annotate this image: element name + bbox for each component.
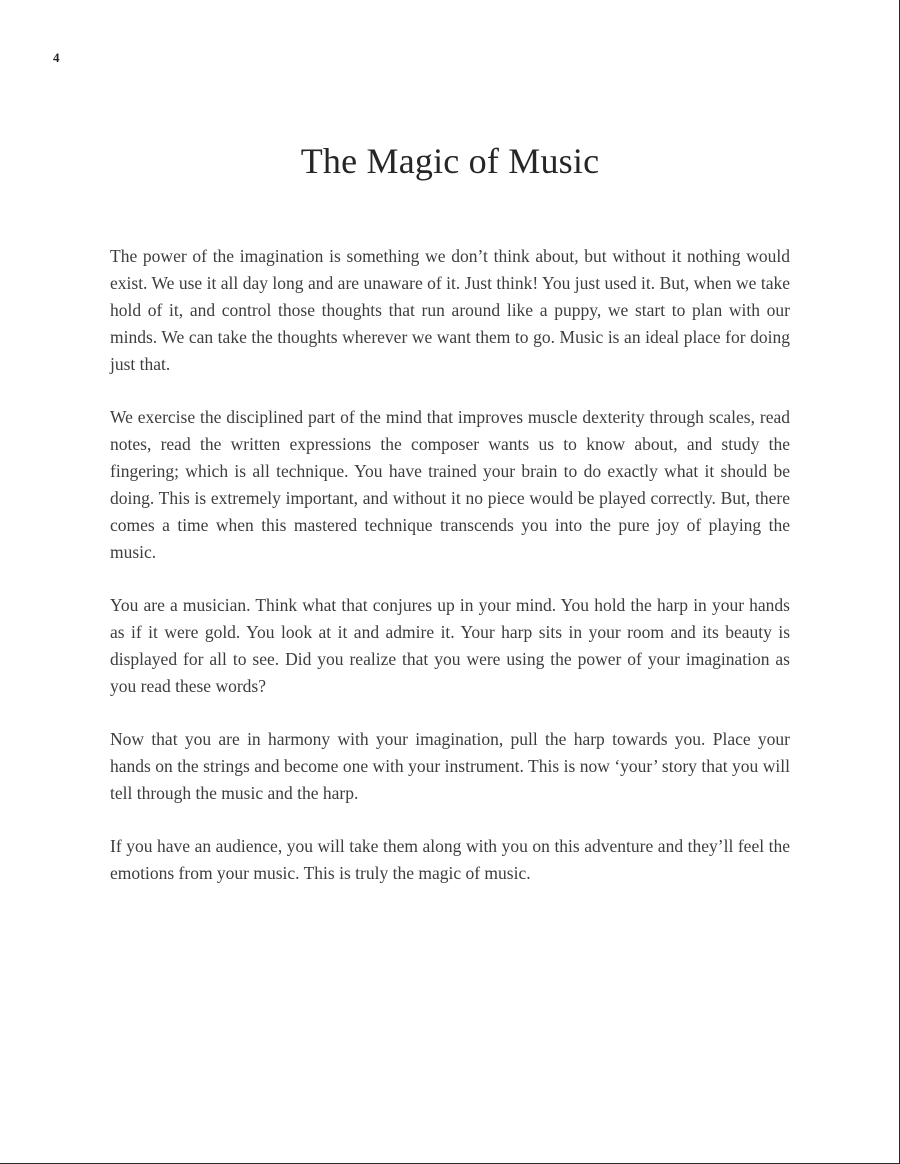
paragraph-2: We exercise the disciplined part of the mind that improves muscle dexterity through scales, read notes, read the written expressions the composer wants us to know about, and study the fingering; which is all technique. You have trained your brain to do exactly what it should be doing. This is extremely important, and without it no piece would be played correctly. But, there comes a time when this mastered technique transcends you into the pure joy of playing the music. bbox=[110, 407, 790, 562]
body-text bbox=[110, 243, 790, 913]
page-title: The Magic of Music bbox=[300, 141, 600, 181]
paragraph-5: If you have an audience, you will take them along with you on this adventure and they’ll feel the emotions from your music. This is truly the magic of music. bbox=[110, 836, 790, 883]
paragraph-4: Now that you are in harmony with your imagination, pull the harp towards you. Place your hands on the strings and become one with your instrument. This is now ‘your’ story that you will tell through the music and the harp. bbox=[110, 729, 790, 803]
paragraph-1: The power of the imagination is something we don’t think about, but without it nothing would exist. We use it all day long and are unaware of it. Just think! You just used it. But, when we take hold of it, and control those thoughts that run around like a puppy, we start to plan with our minds. We can take the thoughts wherever we want them to go. Music is an ideal place for doing just that. bbox=[110, 246, 790, 374]
page-number: 4 bbox=[53, 50, 60, 65]
paragraph-3: You are a musician. Think what that conjures up in your mind. You hold the harp in your hands as if it were gold. You look at it and admire it. Your harp sits in your room and its beauty is displayed for all to see. Did you realize that you were using the power of your imagination as you read these words? bbox=[110, 595, 790, 696]
